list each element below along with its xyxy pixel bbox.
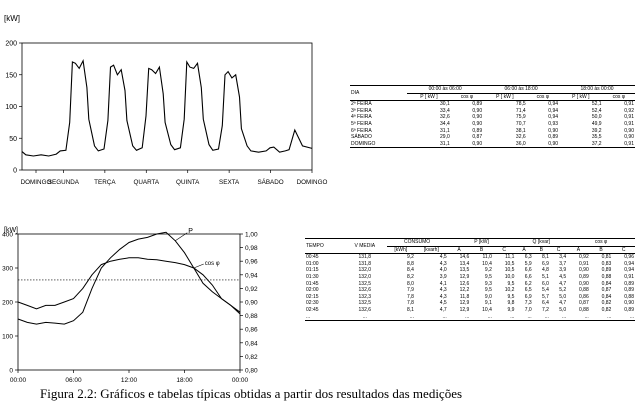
- value-cell: 9,2: [407, 254, 414, 261]
- col-q: Q [kvar]: [515, 239, 567, 247]
- value-cell: 7,3: [524, 300, 532, 307]
- value-cell: 9,1: [484, 300, 492, 307]
- value-cell: 9,3: [484, 280, 492, 287]
- y-tick-label: 200: [2, 299, 13, 307]
- time-cell: 02:45: [306, 306, 319, 313]
- value-cell: 0,89: [472, 101, 483, 108]
- phase-b: B: [539, 246, 543, 253]
- value-cell: 52,1: [591, 101, 602, 108]
- cos-header: cos φ: [612, 93, 625, 100]
- table-row: [350, 108, 635, 115]
- value-cell: 132,6: [358, 287, 372, 294]
- value-cell: 6,5: [524, 287, 532, 294]
- value-cell: 7,8: [407, 300, 414, 307]
- x-tick-label: 18:00: [176, 377, 193, 384]
- value-cell: 0,90: [548, 140, 559, 147]
- value-cell: 9,0: [484, 293, 492, 300]
- value-cell: 31,1: [440, 127, 450, 134]
- value-cell: 132,0: [358, 267, 372, 274]
- y-tick-label: 0: [9, 367, 13, 375]
- phase-c: C: [621, 246, 626, 253]
- value-cell: 78,5: [515, 101, 526, 108]
- p-header: P [ kW ]: [572, 93, 590, 100]
- value-cell: 131,8: [358, 254, 372, 261]
- table-row: [305, 307, 635, 314]
- value-cell: 0,89: [624, 280, 634, 287]
- y2-tick-label: 0,96: [245, 258, 258, 266]
- value-cell: 9,5: [507, 293, 515, 300]
- y2-tick-label: 0,90: [245, 299, 258, 307]
- value-cell: 0,90: [624, 300, 634, 307]
- value-cell: 6,2: [524, 280, 532, 287]
- value-cell: 0,86: [579, 293, 589, 300]
- value-cell: 0,90: [624, 134, 634, 141]
- time-cell: 01:00: [306, 260, 319, 267]
- value-cell: 10,2: [504, 287, 515, 294]
- table-row: [305, 294, 635, 301]
- value-cell: ...: [465, 313, 470, 320]
- value-cell: 9,9: [507, 306, 515, 313]
- value-cell: 0,91: [579, 260, 589, 267]
- value-cell: 0,89: [579, 273, 589, 280]
- weekly-load-chart: [0, 0, 328, 200]
- day-cell: 2ª FEIRA: [351, 101, 372, 108]
- y2-tick-label: 0,98: [245, 245, 258, 253]
- y-tick-label: 150: [5, 72, 17, 80]
- value-cell: 8,1: [541, 254, 549, 261]
- value-cell: 32,6: [440, 114, 450, 121]
- y2-tick-label: 0,84: [245, 340, 258, 348]
- value-cell: 0,90: [472, 107, 483, 114]
- value-cell: 8,8: [407, 260, 414, 267]
- value-cell: 71,4: [515, 107, 526, 114]
- value-cell: 32,6: [515, 134, 526, 141]
- value-cell: 36,0: [515, 140, 526, 147]
- col-kwh: [kWh]: [394, 246, 408, 253]
- value-cell: 38,1: [515, 127, 526, 134]
- cos-header: cos φ: [536, 93, 550, 100]
- phase-c: C: [502, 246, 506, 253]
- p-header: P [ kW ]: [420, 93, 438, 100]
- value-cell: 37,2: [591, 140, 602, 147]
- value-cell: 0,89: [624, 287, 634, 294]
- x-tick-label: SEGUNDA: [47, 179, 79, 186]
- value-cell: 0,91: [624, 114, 634, 121]
- col-consumo: CONSUMO: [387, 239, 448, 247]
- value-cell: 10,4: [482, 260, 492, 267]
- value-cell: 0,88: [579, 287, 589, 294]
- table-row: [305, 267, 635, 274]
- value-cell: 0,92: [579, 254, 589, 261]
- y-tick-label: 100: [2, 333, 13, 341]
- plot-frame: [22, 43, 312, 170]
- day-cell: 3ª FEIRA: [351, 107, 372, 114]
- value-cell: 0,91: [624, 140, 634, 147]
- y2-tick-label: 0,82: [245, 353, 258, 361]
- value-cell: 0,87: [579, 300, 589, 307]
- value-cell: 12,9: [459, 306, 470, 313]
- value-cell: 10,4: [482, 306, 492, 313]
- value-cell: 3,9: [559, 267, 567, 274]
- value-cell: 0,91: [624, 120, 634, 127]
- value-cell: ...: [544, 313, 549, 320]
- value-cell: 75,9: [515, 114, 526, 121]
- table-row: [305, 254, 635, 261]
- y2-tick-label: 0,94: [245, 272, 258, 280]
- value-cell: ...: [362, 313, 367, 320]
- day-cell: 5ª FEIRA: [351, 120, 372, 127]
- value-cell: 0,90: [472, 114, 483, 121]
- value-cell: 5,0: [559, 306, 567, 313]
- value-cell: 9,5: [484, 273, 492, 280]
- value-cell: 4,0: [439, 267, 447, 274]
- value-cell: 0,88: [579, 306, 589, 313]
- figure-caption: Figura 2.2: Gráficos e tabelas típicas obtidas a partir dos resultados das medições: [40, 386, 463, 401]
- value-cell: 3,9: [439, 273, 447, 280]
- value-cell: 6,4: [541, 300, 549, 307]
- value-cell: 0,89: [472, 127, 483, 134]
- value-cell: 0,84: [601, 293, 612, 300]
- table-row: [305, 300, 635, 307]
- value-cell: 8,2: [407, 273, 414, 280]
- value-cell: ...: [409, 313, 414, 320]
- value-cell: 8,0: [407, 280, 414, 287]
- value-cell: 11,1: [505, 254, 515, 261]
- p-header: P [ kW ]: [496, 93, 514, 100]
- plot-frame: [18, 234, 240, 370]
- value-cell: 12,6: [459, 280, 470, 287]
- x-tick-label: 12:00: [120, 377, 138, 384]
- time-cell: 00:45: [306, 254, 319, 261]
- value-cell: 70,7: [515, 120, 526, 127]
- table-row: [350, 121, 635, 128]
- value-cell: 9,5: [484, 287, 492, 294]
- table-row: [305, 287, 635, 294]
- table-row: [350, 134, 635, 141]
- y-tick-label: 200: [5, 40, 17, 48]
- y2-tick-label: 0,80: [245, 367, 258, 375]
- value-cell: 4,7: [559, 280, 567, 287]
- value-cell: 0,88: [601, 273, 612, 280]
- col-p: P [kW]: [448, 239, 516, 247]
- period-1-header: 00:00 às 06:00: [407, 86, 483, 94]
- table-row: [305, 261, 635, 268]
- x-tick-label: SÁBADO: [257, 179, 284, 186]
- value-cell: 7,8: [407, 293, 414, 300]
- value-cell: 10,0: [504, 273, 515, 280]
- value-cell: 39,2: [591, 127, 602, 134]
- period-2-header: 06:00 às 18:00: [483, 86, 559, 94]
- period-3-header: 18:00 às 00:00: [559, 86, 635, 94]
- value-cell: 4,8: [541, 267, 549, 274]
- value-cell: 31,1: [440, 140, 450, 147]
- phase-a: A: [457, 246, 461, 253]
- weekly-summary-table: [350, 85, 635, 148]
- value-cell: 7,0: [524, 306, 532, 313]
- value-cell: 9,8: [507, 300, 515, 307]
- col-vmedia: V MEDIA: [354, 242, 376, 249]
- value-cell: 30,1: [440, 101, 450, 108]
- value-cell: 3,4: [559, 254, 567, 261]
- value-cell: 0,94: [624, 267, 634, 274]
- x-tick-label: DOMINGO: [296, 179, 328, 186]
- chart1-ylabel: [kW]: [4, 14, 20, 23]
- value-cell: 10,5: [504, 267, 515, 274]
- cos-series-label: cos φ: [204, 261, 220, 267]
- value-cell: 6,6: [524, 273, 532, 280]
- value-cell: 132,6: [358, 306, 372, 313]
- value-cell: 0,81: [601, 254, 612, 261]
- value-cell: 6,3: [524, 254, 532, 261]
- value-cell: 7,2: [541, 306, 549, 313]
- value-cell: 4,1: [439, 280, 447, 287]
- value-cell: ...: [442, 313, 447, 320]
- value-cell: 132,5: [358, 300, 372, 307]
- value-cell: 12,2: [459, 287, 470, 294]
- phase-a: A: [576, 246, 581, 253]
- value-cell: 5,9: [524, 260, 532, 267]
- time-cell: 02:00: [306, 287, 319, 294]
- table-row: [305, 281, 635, 288]
- day-cell: DOMINGO: [351, 140, 376, 147]
- value-cell: 5,2: [559, 287, 567, 294]
- value-cell: 8,4: [407, 267, 414, 274]
- value-cell: 8,1: [407, 306, 414, 313]
- value-cell: 132,5: [358, 280, 372, 287]
- value-cell: 4,7: [439, 306, 447, 313]
- col-cos: cos φ: [567, 239, 635, 247]
- time-cell: 01:15: [306, 267, 319, 274]
- value-cell: 132,3: [358, 293, 372, 300]
- value-cell: 9,2: [484, 267, 492, 274]
- table-row: [350, 101, 635, 108]
- table-row: [350, 114, 635, 121]
- value-cell: 34,4: [440, 120, 450, 127]
- value-cell: 4,7: [559, 300, 567, 307]
- value-cell: 4,3: [439, 293, 447, 300]
- value-cell: 0,91: [624, 101, 634, 108]
- daily-load-chart: [0, 222, 320, 394]
- day-cell: 4ª FEIRA: [351, 114, 372, 121]
- value-cell: 5,4: [541, 287, 549, 294]
- value-cell: 0,90: [548, 127, 559, 134]
- x-tick-label: TERÇA: [94, 179, 116, 186]
- value-cell: 10,5: [504, 260, 515, 267]
- value-cell: 0,93: [548, 120, 559, 127]
- value-cell: ...: [510, 313, 515, 320]
- value-cell: 0,96: [624, 254, 634, 261]
- value-cell: 6,0: [541, 280, 549, 287]
- value-cell: 0,94: [624, 260, 634, 267]
- col-tempo: TEMPO: [306, 242, 324, 249]
- cos-label-leader: [194, 264, 204, 268]
- value-cell: 0,89: [624, 306, 634, 313]
- y2-tick-label: 0,92: [245, 285, 258, 293]
- x-tick-label: 06:00: [65, 377, 82, 384]
- value-cell: 49,9: [591, 120, 602, 127]
- value-cell: 6,9: [524, 293, 532, 300]
- p-series-label: P: [188, 227, 193, 235]
- y-tick-label: 100: [5, 104, 17, 111]
- value-cell: 4,5: [439, 300, 447, 307]
- value-cell: ...: [629, 313, 634, 320]
- value-cell: 4,3: [439, 287, 447, 294]
- time-cell: 02:30: [306, 300, 319, 307]
- value-cell: 11,8: [459, 293, 470, 300]
- phase-a: A: [522, 246, 526, 253]
- time-cell: 01:30: [306, 273, 319, 280]
- value-cell: ...: [527, 313, 532, 320]
- y2-tick-label: 0,86: [245, 326, 258, 334]
- value-cell: 14,6: [459, 254, 470, 261]
- time-cell: ...: [306, 313, 311, 320]
- value-cell: ...: [607, 313, 612, 320]
- value-cell: 5,7: [541, 293, 549, 300]
- y-tick-label: 300: [2, 265, 13, 273]
- x-tick-label: QUINTA: [176, 179, 200, 186]
- y2-tick-label: 1,00: [245, 231, 258, 239]
- value-cell: 0,83: [601, 260, 612, 267]
- value-cell: 29,0: [440, 134, 450, 141]
- value-cell: 0,94: [548, 114, 559, 121]
- value-cell: ...: [487, 313, 492, 320]
- measurements-table: [305, 238, 635, 321]
- table-row: [305, 314, 635, 321]
- x-tick-label: SEXTA: [219, 179, 240, 186]
- value-cell: 0,90: [472, 140, 483, 147]
- phase-b: B: [479, 246, 484, 253]
- y-tick-label: 400: [2, 231, 13, 239]
- table-row: [350, 141, 635, 148]
- value-cell: 0,87: [601, 287, 612, 294]
- phase-b: B: [599, 246, 603, 253]
- value-cell: 0,82: [601, 300, 612, 307]
- table-row: [305, 274, 635, 281]
- value-cell: 4,3: [439, 260, 447, 267]
- value-cell: 5,1: [541, 273, 549, 280]
- value-cell: 0,94: [548, 107, 559, 114]
- value-cell: 6,9: [541, 260, 549, 267]
- value-cell: ...: [584, 313, 589, 320]
- table-row: [350, 128, 635, 135]
- value-cell: 0,84: [601, 280, 612, 287]
- x-tick-label: 00:00: [231, 377, 249, 384]
- value-cell: 11,0: [482, 254, 492, 261]
- value-cell: 9,5: [507, 280, 515, 287]
- value-cell: 0,90: [579, 280, 589, 287]
- x-tick-label: DOMINGO: [20, 179, 52, 186]
- value-cell: 0,90: [579, 267, 589, 274]
- value-cell: 6,6: [524, 267, 532, 274]
- value-cell: 0,89: [601, 267, 612, 274]
- value-cell: 0,82: [601, 306, 612, 313]
- y-tick-label: 0: [13, 167, 17, 175]
- value-cell: 0,89: [548, 134, 559, 141]
- value-cell: 50,0: [591, 114, 602, 121]
- time-cell: 01:45: [306, 280, 319, 287]
- value-cell: 131,8: [358, 260, 372, 267]
- value-cell: 13,5: [459, 267, 470, 274]
- y-tick-label: 50: [9, 135, 17, 143]
- value-cell: ...: [561, 313, 567, 320]
- chart2-ylabel: [kW]: [4, 227, 18, 234]
- value-cell: 132,0: [358, 273, 372, 280]
- cos-header: cos φ: [460, 93, 474, 100]
- value-cell: 52,4: [591, 107, 602, 114]
- value-cell: 7,9: [407, 287, 414, 294]
- value-cell: 12,9: [459, 300, 470, 307]
- x-tick-label: QUARTA: [133, 179, 160, 186]
- value-cell: 4,5: [559, 273, 567, 280]
- time-cell: 02:15: [306, 293, 319, 300]
- value-cell: 0,87: [472, 134, 483, 141]
- value-cell: 0,88: [624, 293, 634, 300]
- weekly-load-series: [22, 61, 312, 156]
- value-cell: 33,4: [440, 107, 450, 114]
- phase-c: C: [556, 246, 561, 253]
- value-cell: 0,92: [624, 107, 634, 114]
- col-kvarh: [kvarh]: [423, 246, 439, 253]
- value-cell: 0,90: [624, 127, 634, 134]
- value-cell: 4,5: [439, 254, 447, 261]
- value-cell: 3,7: [559, 260, 567, 267]
- value-cell: 35,5: [591, 134, 602, 141]
- day-cell: 6ª FEIRA: [351, 127, 372, 134]
- value-cell: 12,9: [459, 273, 470, 280]
- x-tick-label: 00:00: [9, 377, 27, 384]
- value-cell: 0,90: [472, 120, 483, 127]
- value-cell: 0,91: [624, 273, 634, 280]
- col-dia: DIA: [351, 89, 360, 96]
- value-cell: 5,0: [559, 293, 567, 300]
- value-cell: 0,94: [548, 101, 559, 108]
- day-cell: SÁBADO: [351, 134, 372, 141]
- y2-tick-label: 0,88: [245, 313, 258, 321]
- value-cell: 13,4: [459, 260, 470, 267]
